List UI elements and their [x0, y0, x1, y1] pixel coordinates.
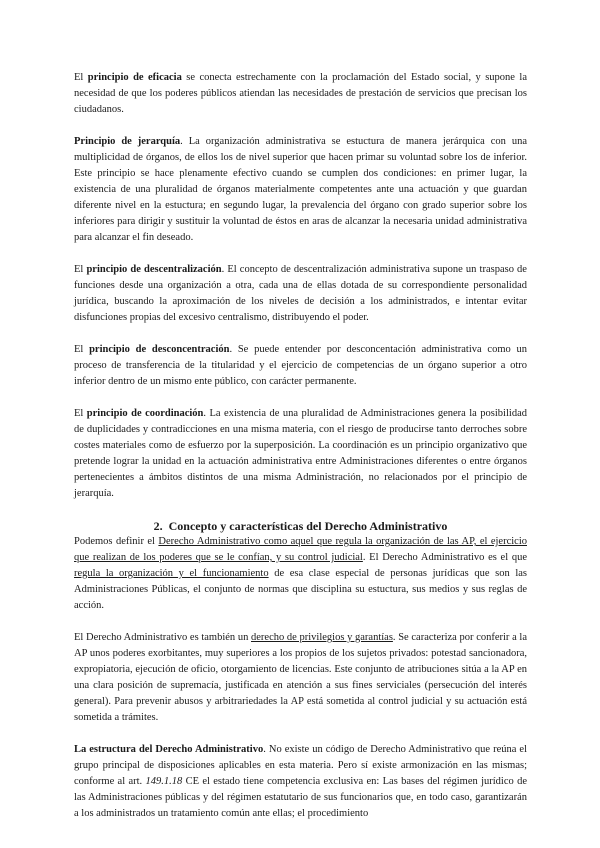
underlined-phrase: regula la organización y el funcionamiento	[74, 568, 269, 579]
text-run: El	[74, 72, 88, 83]
underlined-phrase: derecho de privilegios y garantías	[251, 632, 393, 643]
text-run: Podemos definir el	[74, 536, 159, 547]
term-eficacia: principio de eficacia	[87, 72, 182, 83]
text-run: de esa clase especial de personas jurídicas que son las Administraciones Públicas, el conjunto de normas que disciplina su estuctura, sus medios y sus reglas de acción.	[74, 568, 527, 611]
document-body	[74, 70, 527, 822]
text-run: . El Derecho Administrativo es el que	[362, 552, 527, 563]
text-run: . La organización administrativa se estuctura de manera jerárquica con una multiplicidad de órganos, de ellos los de nivel superior que hacen primar su voluntad sobre los de inferior. Este principio se hace plenamente efectivo cuando se cumplen dos condiciones: en primer lugar, la existencia de una pluralidad de órganos materialmente competentes ante una actuación y que guardan diferente nivel en la estuctura; en segundo lugar, la prevalencia del órgano con grado superior sobre los inferiores para dirigir y sustituir la voluntad de éstos en aras de alcanzar la necesaria unidad administrativa para alcanzar el fin deseado.	[74, 136, 527, 243]
section-title: Concepto y características del Derecho Administrativo	[168, 519, 448, 533]
section-number: 2.	[153, 519, 163, 533]
text-run: . Se puede entender por desconcentación administrativa como un proceso de transferencia de la titularidad y el ejercicio de competencias de un órgano superior a otro inferior dentro de un mismo ente público, con carácter permanente.	[74, 344, 527, 387]
text-run: . No existe un código de Derecho Administrativo que reúna el grupo principal de disposiciones aplicables en esta materia. Pero sí existe armonización en las mismas; conforme al art.	[74, 744, 527, 787]
paragraph-eficacia	[74, 70, 527, 118]
text-run: . El concepto de descentralización administrativa supone un traspaso de funciones desde una organización a otra, cada una de ellas dotada de su correspondiente personalidad jurídica, buscando la aproximación de los niveles de decisión a los administrados, e intentar evitar disfunciones propias del excesivo centralismo, distribuyendo el poder.	[74, 264, 527, 323]
term-descentralizacion: principio de descentralización	[86, 264, 222, 275]
text-run: El Derecho Administrativo es también un	[74, 632, 252, 643]
paragraph-desconcentracion	[74, 342, 527, 390]
text-run: El	[74, 264, 87, 275]
paragraph-concepto	[74, 534, 527, 614]
underlined-definition: Derecho Administrativo como aquel que regula la organización de las AP, el ejercicio que realizan de los poderes que se le confían, y su control judicial	[74, 536, 527, 563]
term-jerarquia: Principio de jerarquía	[74, 136, 181, 147]
text-run: CE el estado tiene competencia exclusiva en: Las bases del régimen jurídico de las Administraciones públicas y del régimen estatutario de sus funcionarios que, en todo caso, garantizarán a los administrados un tratamiento común ante ellas; el procedimiento	[74, 776, 527, 819]
text-run: se conecta estrechamente con la proclamación del Estado social, y supone la necesidad de que los poderes públicos atiendan las necesidades de prestación de servicios que precisan los ciudadanos.	[74, 72, 527, 115]
paragraph-jerarquia	[74, 134, 527, 246]
text-run: . La existencia de una pluralidad de Administraciones genera la posibilidad de duplicidades y contradicciones en una misma materia, con el riesgo de producirse tanto derroches sobre costes materiales como de esfuerzo por la superposición. La coordinación es un principio organizativo que pretende lograr la unidad en la actuación administrativa entre Administraciones diferentes o entre órganos pertenecientes a ámbitos distintos de una misma Administración, no relacionados por el principio de jerarquía.	[74, 408, 527, 499]
paragraph-privilegios	[74, 630, 527, 726]
paragraph-estructura	[74, 742, 527, 822]
term-estructura: La estructura del Derecho Administrativo	[74, 744, 264, 755]
section-heading	[74, 518, 527, 534]
text-run: El	[74, 344, 90, 355]
paragraph-coordinacion	[74, 406, 527, 502]
term-coordinacion: principio de coordinación	[86, 408, 204, 419]
text-run: El	[74, 408, 87, 419]
term-desconcentracion: principio de desconcentración	[89, 344, 230, 355]
paragraph-descentralizacion	[74, 262, 527, 326]
article-reference: 149.1.18	[145, 776, 183, 787]
text-run: . Se caracteriza por conferir a la AP unos poderes exorbitantes, muy superiores a los propios de los sujetos privados: potestad sancionadora, expropiatoria, ejecución de oficio, otorgamiento de licencias. Este conjunto de atribuciones sitúa a la AP en una clara posición de supremacía, justificada en atención a sus fines serviciales (persecución del interés general). Para prevenir abusos y arbitrariedades la AP está sometida al control judicial y su actuación está sometida a trámites.	[74, 632, 528, 723]
